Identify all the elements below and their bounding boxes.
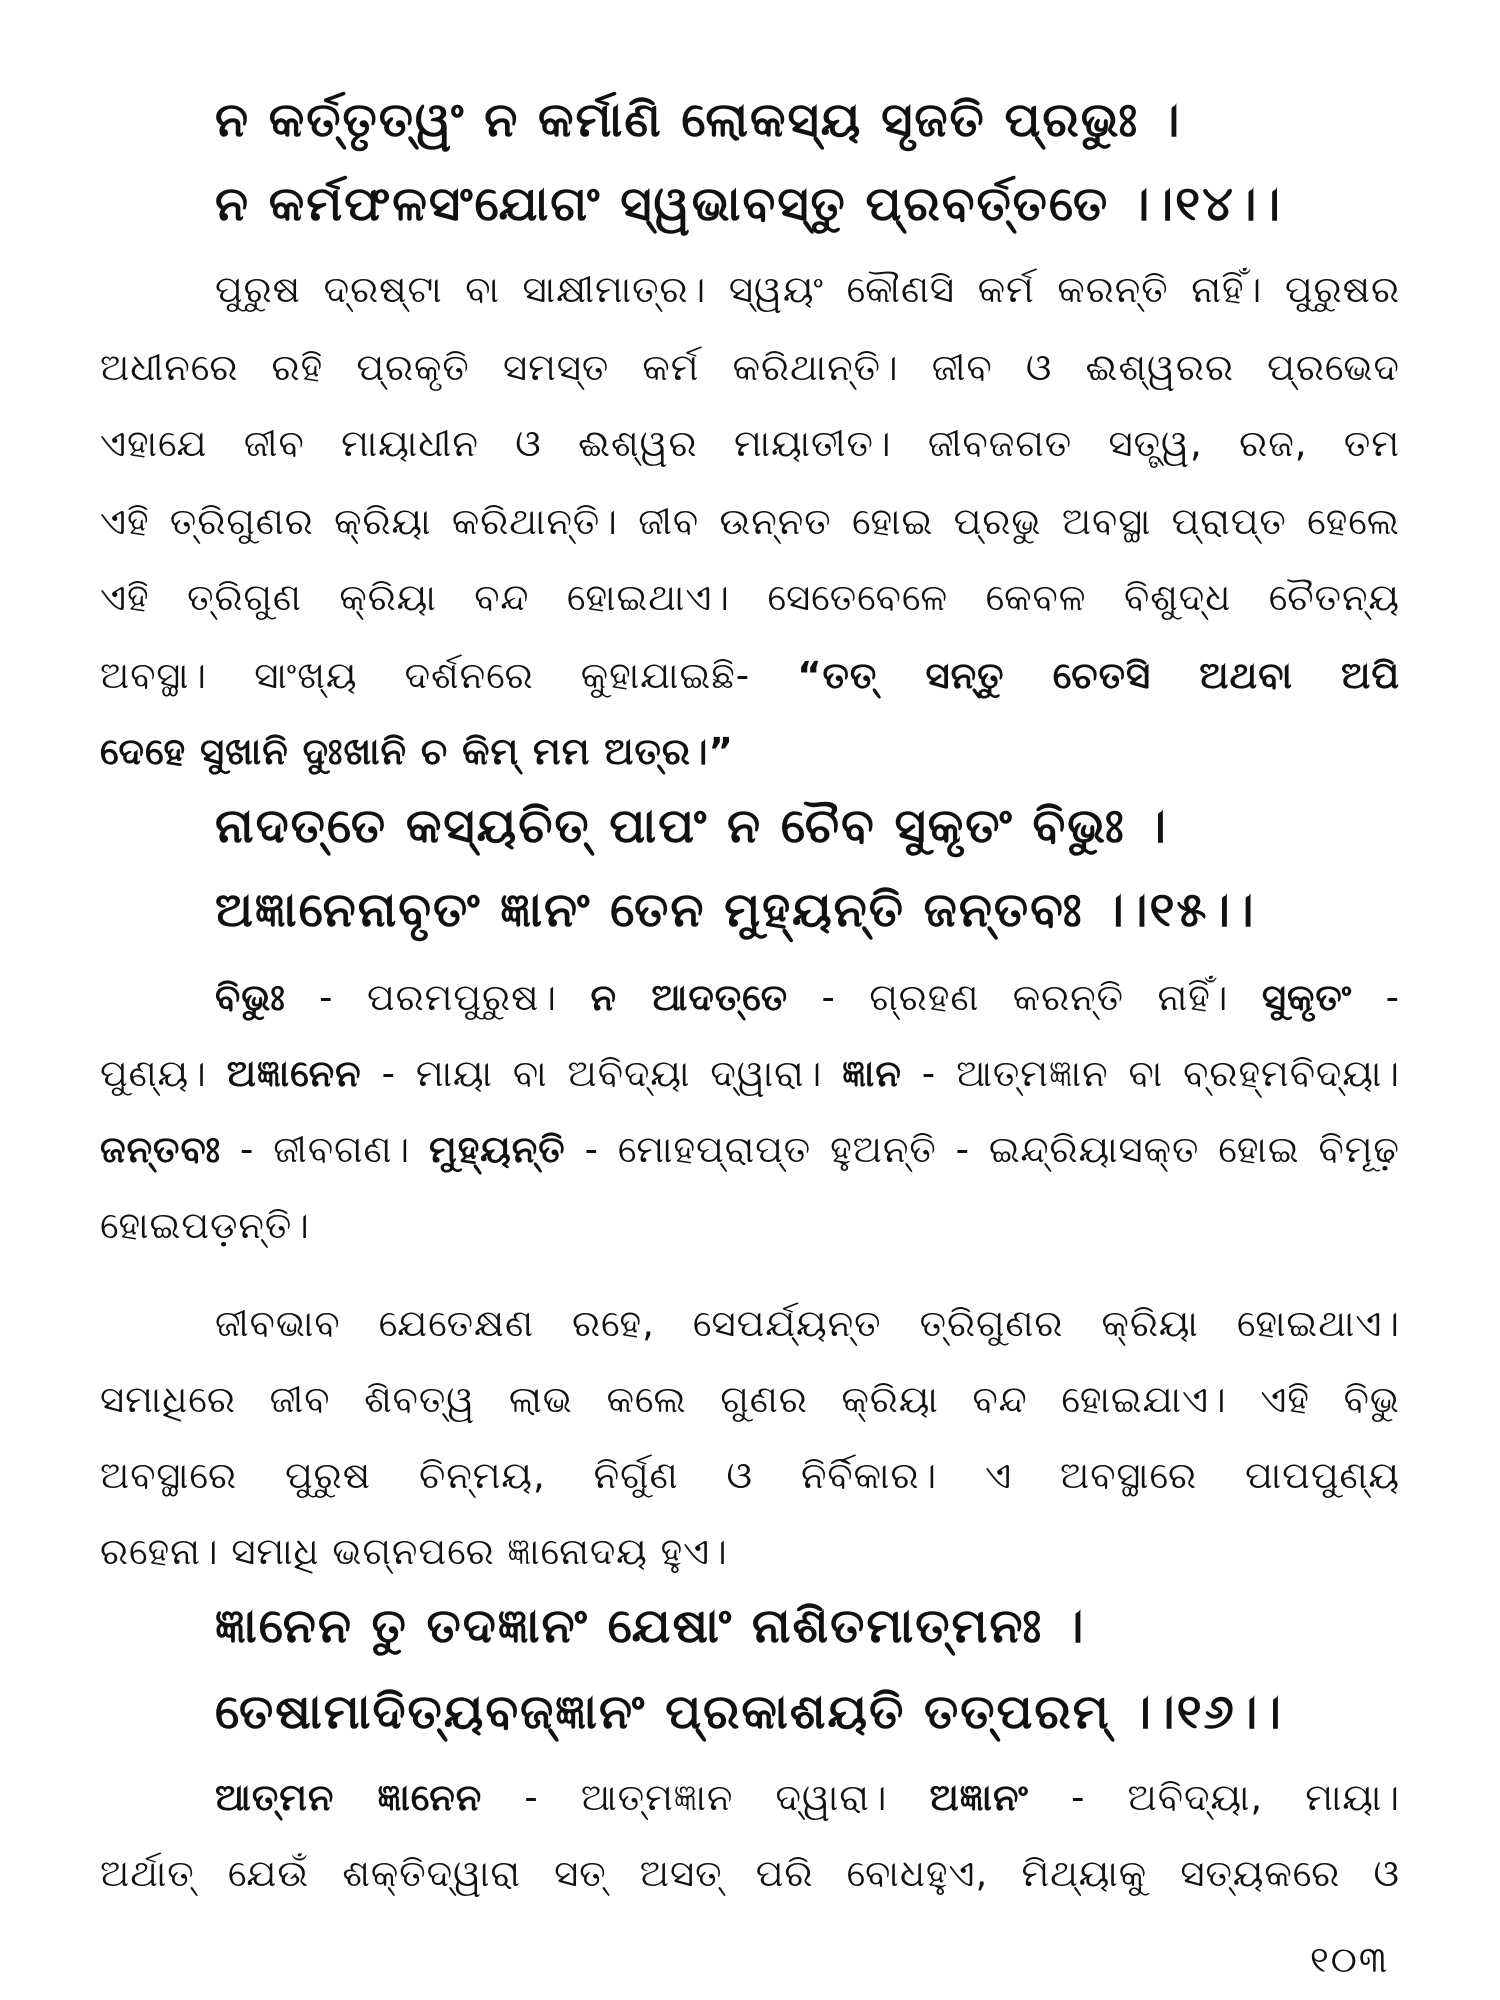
glossary-definition: - ମାୟା ବା ଅବିଦ୍ୟା ଦ୍ୱାରା। [361, 1052, 823, 1095]
glossary-term: ସୁକୃତଂ [1261, 976, 1353, 1019]
commentary-14-line-1: ପୁରୁଷ ଦ୍ରଷ୍ଟା ବା ସାକ୍ଷୀମାତ୍ର। ସ୍ୱୟଂ କୌଣସି କର୍ମ କରନ୍ତି ନାହିଁ। ପୁରୁଷର [215, 268, 1400, 311]
glossary-definition: - ଆତ୍ମଜ୍ଞାନ ବା ବ୍ରହ୍ମବିଦ୍ୟା। [901, 1052, 1401, 1095]
glossary-term: ମୁହ୍ୟନ୍ତି [429, 1128, 566, 1171]
commentary-14-line-6-text: ଅବସ୍ଥା। ସାଂଖ୍ୟ ଦର୍ଶନରେ କୁହାଯାଇଛି- [100, 654, 751, 697]
glossary-term: ଆତ୍ମନ ଜ୍ଞାନେନ [215, 1776, 483, 1819]
glossary-15-line-3 [100, 1128, 1400, 1172]
paragraph-15-line-3: ଅବସ୍ଥାରେ ପୁରୁଷ ଚିନ୍ମୟ, ନିର୍ଗୁଣ ଓ ନିର୍ବିକାର। ଏ ଅବସ୍ଥାରେ ପାପପୁଣ୍ୟ [100, 1454, 1400, 1497]
glossary-term: ଜନ୍ତବଃ [100, 1128, 222, 1171]
glossary-definition: ପୁଣ୍ୟ। [100, 1052, 207, 1095]
verse-16-line-1: ଜ୍ଞାନେନ ତୁ ତଦଜ୍ଞାନଂ ଯେଷାଂ ନାଶିତମାତ୍ମନଃ । [215, 1598, 1086, 1654]
sankhya-quote-part-1: “ତତ୍ ସନ୍ତୁ ଚେତସି ଅଥବା ଅପି [797, 654, 1400, 697]
glossary-15-line-1 [215, 976, 1400, 1020]
glossary-16-line-2: ଅର୍ଥାତ୍ ଯେଉଁ ଶକ୍ତିଦ୍ୱାରା ସତ୍ ଅସତ୍ ପରି ବୋଧହୁଏ, ମିଥ୍ୟାକୁ ସତ୍ୟକରେ ଓ [100, 1852, 1400, 1895]
glossary-term: ଅଜ୍ଞାନଂ [929, 1776, 1029, 1819]
page-number: ୧୦୩ [1310, 1940, 1390, 1981]
paragraph-15-line-2: ସମାଧିରେ ଜୀବ ଶିବତ୍ୱ ଲାଭ କଲେ ଗୁଣର କ୍ରିୟା ବନ୍ଦ ହୋଇଯାଏ। ଏହି ବିଭୁ [100, 1378, 1400, 1421]
verse-15-line-2: ଅଜ୍ଞାନେନାବୃତଂ ଜ୍ଞାନଂ ତେନ ମୁହ୍ୟନ୍ତି ଜନ୍ତବଃ ।।୧୫।। [215, 882, 1256, 938]
glossary-definition: - ପରମପୁରୁଷ। [285, 976, 558, 1019]
paragraph-15-line-1: ଜୀବଭାବ ଯେତେକ୍ଷଣ ରହେ, ସେପର୍ଯ୍ୟନ୍ତ ତ୍ରିଗୁଣର କ୍ରିୟା ହୋଇଥାଏ। [215, 1302, 1400, 1345]
glossary-definition: - ଅବିଦ୍ୟା, ମାୟା। [1028, 1776, 1401, 1819]
glossary-definition: - ମୋହପ୍ରାପ୍ତ ହୁଅନ୍ତି - ଇନ୍ଦ୍ରିୟାସକ୍ତ ହୋଇ ବିମୂଢ଼ [565, 1128, 1401, 1171]
commentary-14-line-5: ଏହି ତ୍ରିଗୁଣ କ୍ରିୟା ବନ୍ଦ ହୋଇଥାଏ। ସେତେବେଳେ କେବଳ ବିଶୁଦ୍ଧ ଚୈତନ୍ୟ [100, 576, 1400, 619]
commentary-14-line-4: ଏହି ତ୍ରିଗୁଣର କ୍ରିୟା କରିଥାନ୍ତି। ଜୀବ ଉନ୍ନତ ହୋଇ ପ୍ରଭୁ ଅବସ୍ଥା ପ୍ରାପ୍ତ ହେଲେ [100, 500, 1400, 543]
commentary-14-line-3: ଏହାଯେ ଜୀବ ମାୟାଧୀନ ଓ ଈଶ୍ୱର ମାୟାତୀତ। ଜୀବଜଗତ ସତ୍ତ୍ୱ, ରଜ, ତମ [100, 422, 1400, 465]
glossary-term: ଜ୍ଞାନ [842, 1052, 902, 1095]
verse-14-line-1: ନ କର୍ତ୍ତୃତ୍ୱଂ ନ କର୍ମାଣି ଲୋକସ୍ୟ ସୃଜତି ପ୍ରଭୁଃ । [215, 92, 1182, 148]
sankhya-quote-part-2: ଦେହେ ସୁଖାନି ଦୁଃଖାନି ଚ କିମ୍ ମମ ଅତ୍ର।” [100, 730, 734, 773]
glossary-definition: - ଆତ୍ମଜ୍ଞାନ ଦ୍ୱାରା। [482, 1776, 888, 1819]
glossary-term: ନ ଆଦତ୍ତେ [590, 976, 789, 1019]
commentary-14-line-2: ଅଧୀନରେ ରହି ପ୍ରକୃତି ସମସ୍ତ କର୍ମ କରିଥାନ୍ତି। ଜୀବ ଓ ଈଶ୍ୱରର ପ୍ରଭେଦ [100, 346, 1400, 389]
verse-14-line-2: ନ କର୍ମଫଳସଂଯୋଗଂ ସ୍ୱଭାବସ୍ତୁ ପ୍ରବର୍ତ୍ତତେ ।।୧୪।। [215, 176, 1283, 232]
verse-15-line-1: ନାଦତ୍ତେ କସ୍ୟଚିତ୍ ପାପଂ ନ ଚୈବ ସୁକୃତଂ ବିଭୁଃ । [215, 798, 1168, 854]
glossary-definition: - ଗ୍ରହଣ କରନ୍ତି ନାହିଁ। [788, 976, 1229, 1019]
glossary-15-line-2 [100, 1052, 1400, 1096]
verse-16-line-2: ତେଷାମାଦିତ୍ୟବଜ୍ଜ୍ଞାନଂ ପ୍ରକାଶୟତି ତତ୍ପରମ୍ ।।୧୬।। [215, 1684, 1283, 1740]
glossary-term: ବିଭୁଃ [215, 976, 286, 1019]
glossary-definition: - [1352, 976, 1400, 1019]
glossary-15-line-4: ହୋଇପଡ଼ନ୍ତି। [100, 1204, 310, 1247]
glossary-definition: - ଜୀବଗଣ। [221, 1128, 411, 1171]
paragraph-15-line-4: ରହେନା। ସମାଧି ଭଗ୍ନପରେ ଜ୍ଞାନୋଦୟ ହୁଏ। [100, 1530, 728, 1573]
glossary-16-line-1 [215, 1776, 1400, 1820]
glossary-term: ଅଜ୍ଞାନେନ [226, 1052, 362, 1095]
commentary-14-line-6 [100, 654, 1400, 698]
